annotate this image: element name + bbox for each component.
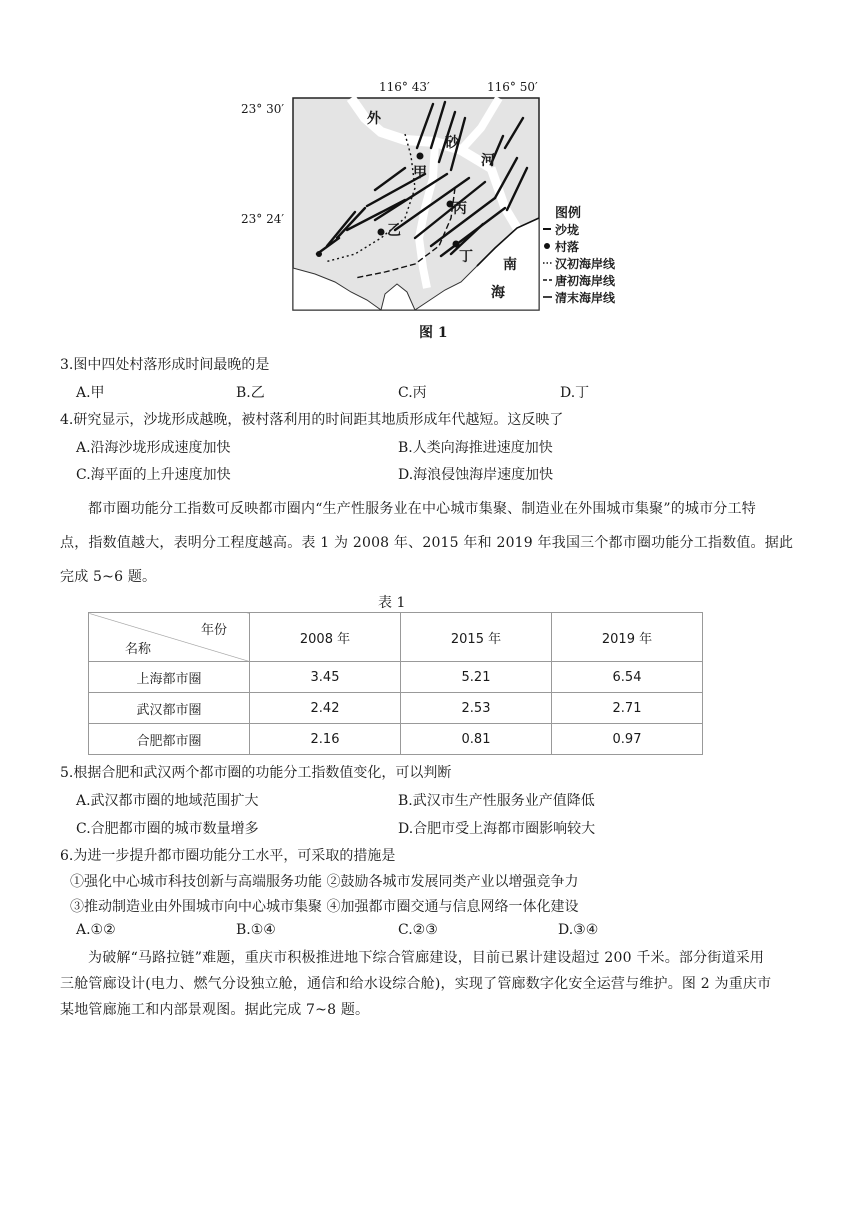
question-5-option-a: A.武汉都市圈的地域范围扩大 bbox=[76, 793, 259, 809]
passage-2-line-2: 三舱管廊设计(电力、燃气分设独立舱，通信和给水设综合舱)，实现了管廊数字化安全运营与维护。图 2 为重庆市 bbox=[60, 976, 772, 992]
question-5-option-d: D.合肥市受上海都市圈影响较大 bbox=[398, 821, 596, 837]
table-1 bbox=[88, 612, 703, 755]
legend-item-han-coast: 汉初海岸线 bbox=[555, 257, 616, 271]
map-label-ding: 丁 bbox=[459, 249, 473, 265]
village-yi bbox=[378, 229, 385, 236]
map-label-bing: 丙 bbox=[453, 201, 467, 217]
cell-value: 0.81 bbox=[401, 724, 552, 755]
table-row bbox=[89, 693, 703, 724]
question-3-stem: 3.图中四处村落形成时间最晚的是 bbox=[60, 357, 270, 373]
table-row bbox=[89, 724, 703, 755]
cell-value: 0.97 bbox=[552, 724, 703, 755]
table-header-diagonal-cell bbox=[89, 613, 250, 662]
map-label-jia: 甲 bbox=[413, 165, 427, 181]
question-6-option-d: D.③④ bbox=[558, 922, 599, 938]
map-label-nan: 南 bbox=[503, 257, 517, 273]
passage-1-line-2: 点，指数值越大，表明分工程度越高。表 1 为 2008 年、2015 年和 2019 年我国三个都市圈功能分工指数值。据此 bbox=[60, 535, 794, 551]
table-header-row bbox=[89, 613, 703, 662]
cell-value: 3.45 bbox=[250, 662, 401, 693]
cell-value: 2.53 bbox=[401, 693, 552, 724]
question-3-option-a: A.甲 bbox=[76, 385, 105, 401]
question-3-option-b: B.乙 bbox=[236, 385, 265, 401]
question-6-measures-line-1: ①强化中心城市科技创新与高端服务功能 ②鼓励各城市发展同类产业以增强竞争力 bbox=[70, 874, 579, 890]
question-5-option-c: C.合肥都市圈的城市数量增多 bbox=[76, 821, 259, 837]
passage-2-line-1: 为破解“马路拉链”难题，重庆市积极推进地下综合管廊建设，目前已累计建设超过 200 千米。部分街道采用 bbox=[88, 950, 765, 966]
figure-caption: 图 1 bbox=[419, 325, 448, 341]
passage-1-line-3: 完成 5~6 题。 bbox=[60, 569, 157, 585]
cell-value: 2.16 bbox=[250, 724, 401, 755]
header-year-label: 年份 bbox=[200, 623, 227, 638]
question-4-option-d: D.海浪侵蚀海岸速度加快 bbox=[398, 467, 554, 483]
row-name: 上海都市圈 bbox=[89, 662, 250, 693]
legend-title: 图例 bbox=[555, 206, 582, 221]
cell-value: 2.71 bbox=[552, 693, 703, 724]
question-6-option-b: B.①④ bbox=[236, 922, 276, 938]
legend-item-village: 村落 bbox=[555, 240, 580, 254]
question-3-option-d: D.丁 bbox=[560, 385, 590, 401]
header-year-2008: 2008 年 bbox=[250, 613, 401, 662]
table-1-title: 表 1 bbox=[378, 595, 406, 611]
lon-label-west: 116° 43′ bbox=[379, 80, 430, 94]
village-jia bbox=[417, 153, 424, 160]
question-6-measures-line-2: ③推动制造业由外围城市向中心城市集聚 ④加强都市圈交通与信息网络一体化建设 bbox=[70, 899, 579, 915]
row-name: 合肥都市圈 bbox=[89, 724, 250, 755]
map-label-sha: 砂 bbox=[445, 135, 459, 151]
header-year-2019: 2019 年 bbox=[552, 613, 703, 662]
village-west bbox=[316, 251, 322, 257]
header-name-label: 名称 bbox=[125, 642, 152, 657]
header-year-2015: 2015 年 bbox=[401, 613, 552, 662]
map-label-he: 河 bbox=[481, 153, 495, 169]
passage-1-line-1: 都市圈功能分工指数可反映都市圈内“生产性服务业在中心城市集聚、制造业在外围城市集聚”的城市分工特 bbox=[88, 501, 756, 517]
question-6-stem: 6.为进一步提升都市圈功能分工水平，可采取的措施是 bbox=[60, 848, 396, 864]
table-row bbox=[89, 662, 703, 693]
question-5-stem: 5.根据合肥和武汉两个都市圈的功能分工指数值变化，可以判断 bbox=[60, 765, 452, 781]
question-6-option-a: A.①② bbox=[76, 922, 116, 938]
lon-label-east: 116° 50′ bbox=[487, 80, 538, 94]
legend-symbols bbox=[543, 229, 552, 297]
lat-label-south: 23° 24′ bbox=[241, 212, 285, 226]
figure-1 bbox=[241, 78, 635, 341]
legend-item-ridge: 沙垅 bbox=[555, 223, 580, 237]
legend-item-qing-coast: 清末海岸线 bbox=[555, 291, 616, 305]
question-4-option-b: B.人类向海推进速度加快 bbox=[398, 440, 553, 456]
passage-2-line-3: 某地管廊施工和内部景观图。据此完成 7~8 题。 bbox=[60, 1002, 370, 1018]
map-label-wai: 外 bbox=[367, 111, 381, 127]
map-label-hai: 海 bbox=[491, 285, 505, 301]
question-4-option-a: A.沿海沙垅形成速度加快 bbox=[76, 440, 231, 456]
question-6-option-c: C.②③ bbox=[398, 922, 438, 938]
map-label-yi: 乙 bbox=[387, 223, 401, 239]
cell-value: 6.54 bbox=[552, 662, 703, 693]
legend-item-tang-coast: 唐初海岸线 bbox=[555, 274, 616, 288]
question-3-option-c: C.丙 bbox=[398, 385, 427, 401]
question-4-stem: 4.研究显示，沙垅形成越晚，被村落利用的时间距其地质形成年代越短。这反映了 bbox=[60, 412, 564, 428]
question-4-option-c: C.海平面的上升速度加快 bbox=[76, 467, 231, 483]
lat-label-north: 23° 30′ bbox=[241, 102, 285, 116]
question-5-option-b: B.武汉市生产性服务业产值降低 bbox=[398, 793, 595, 809]
cell-value: 5.21 bbox=[401, 662, 552, 693]
cell-value: 2.42 bbox=[250, 693, 401, 724]
row-name: 武汉都市圈 bbox=[89, 693, 250, 724]
